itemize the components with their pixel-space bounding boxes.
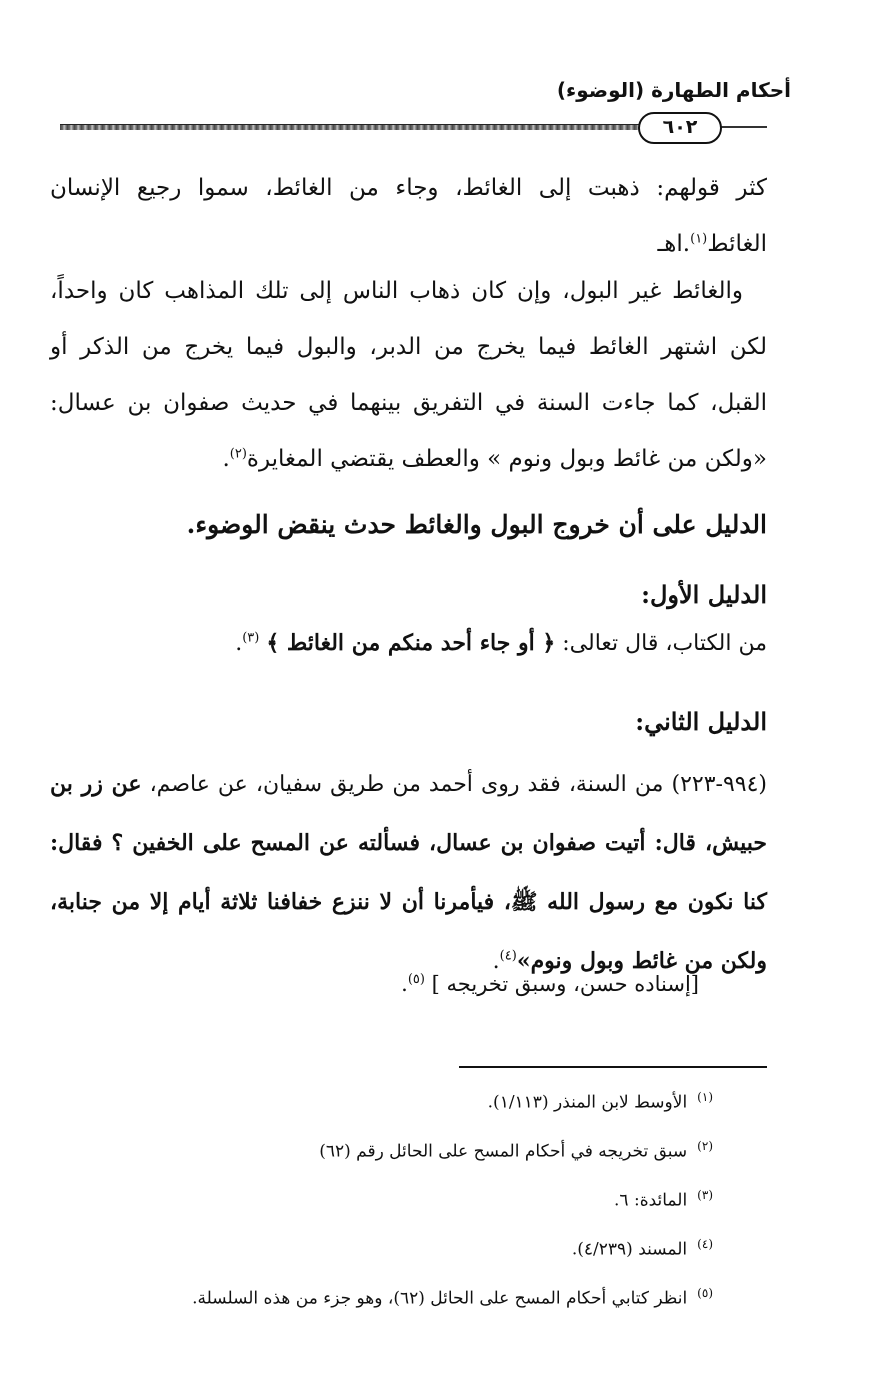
isnad-end: .	[401, 972, 408, 996]
footnote-text: المائدة: ٦.	[614, 1190, 688, 1211]
footnote-text: المسند (٤/٢٣٩).	[571, 1239, 688, 1260]
isnad-note	[401, 972, 699, 996]
evidence-1-end: .	[235, 631, 243, 656]
hadith-text: عن زر بن حبيش، قال: أتيت صفوان بن عسال، فسألته عن المسح على الخفين ؟ فقال: كنا نكون مع رسول الله ﷺ، فيأمرنا أن لا ننزع خفافنا ثلاثة أيام إلا من جنابة، ولكن من غائط وبول ونوم»	[50, 771, 767, 974]
footnote-number: (٤)	[697, 1237, 713, 1251]
footnote-number: (١)	[697, 1090, 713, 1104]
page-number: ٦٠٢	[638, 112, 722, 144]
evidence-1-line	[235, 630, 767, 656]
running-title: أحكام الطهارة (الوضوء)	[556, 78, 791, 102]
footnote	[192, 1188, 713, 1237]
footnote-text: سبق تخريجه في أحكام المسح على الحائل رقم (٦٢)	[319, 1141, 688, 1162]
footnote-ref-1: (١)	[690, 231, 708, 247]
evidence-2-end: .	[492, 949, 500, 974]
evidence-2-block	[50, 755, 767, 991]
footnote	[192, 1237, 713, 1286]
paragraph-2-end: .	[222, 446, 230, 472]
evidence-2-intro: (٩٩٤-٢٢٣) من السنة، فقد روى أحمد من طريق سفيان، عن عاصم،	[141, 772, 768, 797]
footnote	[192, 1286, 713, 1335]
footnote-text: انظر كتابي أحكام المسح على الحائل (٦٢)، وهو جزء من هذه السلسلة.	[192, 1288, 688, 1309]
paragraph-1-end: .اهـ	[657, 231, 691, 257]
footnote	[192, 1090, 713, 1139]
paragraph-2-text: والغائط غير البول، وإن كان ذهاب الناس إلى تلك المذاهب كان واحداً، لكن اشتهر الغائط فيما يخرج من الدبر، والبول فيما يخرج من الذكر أو القبل، كما جاءت السنة في التفريق بينهما في حديث صفوان بن عسال: «ولكن من غائط وبول ونوم » والعطف يقتضي المغايرة	[50, 278, 767, 472]
evidence-1-intro: من الكتاب، قال تعالى:	[555, 631, 767, 656]
footnote-ref-4: (٤)	[499, 948, 517, 964]
footnote-ref-3: (٣)	[242, 630, 260, 646]
subheading-first-evidence: الدليل الأول:	[641, 580, 767, 609]
footnote-number: (٢)	[697, 1139, 713, 1153]
isnad-text: [إسناده حسن، وسبق تخريجه ]	[431, 972, 699, 996]
footnote-separator	[459, 1066, 767, 1068]
paragraph-1-text: كثر قولهم: ذهبت إلى الغائط، وجاء من الغائط، سموا رجيع الإنسان الغائط	[50, 175, 767, 257]
paragraph-1	[50, 160, 767, 272]
subheading-second-evidence: الدليل الثاني:	[635, 707, 767, 736]
footnote	[192, 1139, 713, 1188]
quran-verse: ﴿ أو جاء أحد منكم من الغائط ﴾	[266, 630, 556, 656]
footnote-number: (٣)	[697, 1188, 713, 1202]
footnote-number: (٥)	[697, 1286, 713, 1300]
paragraph-2	[50, 263, 767, 487]
header-rule-right	[717, 126, 767, 128]
section-heading: الدليل على أن خروج البول والغائط حدث ينقض الوضوء.	[186, 510, 767, 539]
header-rule	[60, 124, 640, 130]
footnote-text: الأوسط لابن المنذر (١/١١٣).	[487, 1092, 688, 1113]
footnotes	[192, 1090, 713, 1335]
footnote-ref-5: (٥)	[407, 972, 425, 987]
footnote-ref-2: (٢)	[229, 446, 247, 462]
